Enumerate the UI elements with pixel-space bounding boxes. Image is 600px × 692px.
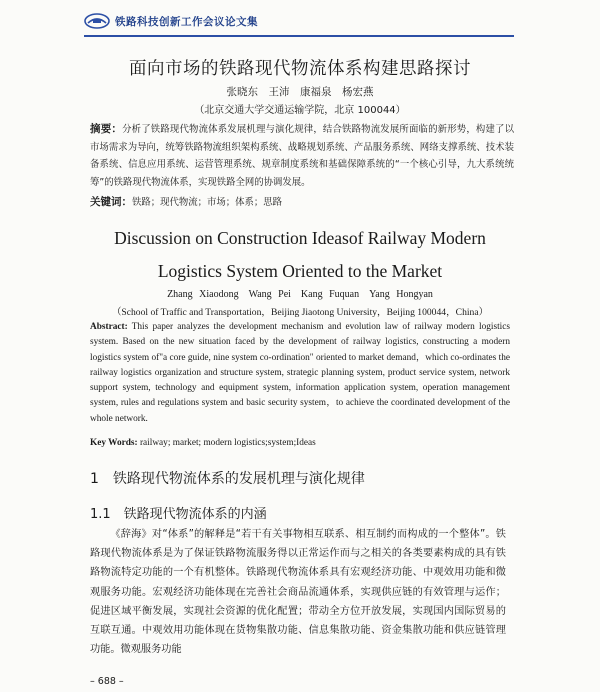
english-title-line2: Logistics System Oriented to the Market: [157, 261, 443, 281]
chinese-authors: 张晓东 王沛 康福泉 杨宏燕: [226, 86, 374, 98]
body-paragraph: 《辞海》对“体系”的解释是“若干有关事物相互联系、相互制约而构成的一个整体”。铁路现代物流体系是为了保证铁路物流服务得以正常运作而与之相关的各类要素构成的具有铁路物流特定功能的一个有机整体。铁路现代物流体系具有宏观经济功能、中观效用功能和微观服务功能。宏观经济功能体现在完善社会商品流通体系，实现供应链的有效管理与运作；促进区域平衡发展，实现社会资源的优化配置；带动全方位开放发展，实现国内国际贸易的互联互通。中观效用功能体现在货物集散功能、信息集散功能、资金集散功能和供应链管理功能。微观服务功能: [90, 529, 506, 656]
chinese-abstract-label: 摘要：: [90, 123, 123, 135]
english-keywords-label: Key Words:: [90, 438, 138, 448]
chinese-abstract-text: 分析了铁路现代物流体系发展机理与演化规律，结合铁路物流发展所面临的新形势，构建了以市场需求为导向，统筹铁路物流组织架构系统、战略规划系统、产品服务系统、网络支撑系统、技术装备系统、信息应用系统、运营管理系统、规章制度系统和基础保障系统的“一个核心引导，九大系统统筹”的铁路现代物流体系，实现铁路全网的协调发展。: [90, 124, 515, 188]
english-authors: Zhang Xiaodong Wang Pei Kang Fuquan Yang Hongyan: [167, 289, 433, 300]
section-heading-1: 1 铁路现代物流体系的发展机理与演化规律: [90, 471, 365, 487]
english-title: [0, 222, 600, 288]
english-keywords-text: railway; market; modern logistics;system;Ideas: [139, 438, 316, 448]
journal-name: 铁路科技创新工作会议论文集: [115, 16, 258, 28]
chinese-keywords-text: 铁路；现代物流；市场；体系；思路: [132, 197, 283, 208]
english-title-line1: Discussion on Construction Ideasof Railway Modern: [114, 228, 486, 248]
chinese-affiliation: （北京交通大学交通运输学院，北京 100044）: [194, 105, 406, 116]
page-number: – 688 –: [90, 676, 124, 687]
english-affiliation: （School of Traffic and Transportation，Beijing Jiaotong University，Beijing 100044，China）: [111, 307, 489, 318]
section-heading-1-1: 1.1 铁路现代物流体系的内涵: [90, 507, 267, 522]
body-text: [90, 525, 506, 659]
chinese-title: 面向市场的铁路现代物流体系构建思路探讨: [129, 59, 471, 79]
english-abstract-label: Abstract:: [90, 322, 128, 332]
running-header: [0, 0, 600, 40]
header-rule: [84, 35, 514, 37]
english-keywords: [90, 438, 316, 448]
chinese-abstract: [90, 121, 514, 191]
railway-logo-icon: [84, 13, 110, 29]
english-abstract: [90, 320, 510, 427]
english-abstract-text: This paper analyzes the development mechanism and evolution law of railway modern logistics system. Based on the new situation faced by the development of railway logistics, constructing a modern logistics system of"a core guide, nine system co-ordination" oriented to market demand，which co-ordinates the railway logistics organization and structure system, strategic planning system, product service system, network support system, technology and equipment system, information application system, operation management system, rules and regulations system and basic security system，to achieve the coordinated development of the whole network.: [90, 322, 510, 424]
chinese-keywords: [90, 194, 282, 209]
chinese-keywords-label: 关键词：: [90, 196, 132, 208]
